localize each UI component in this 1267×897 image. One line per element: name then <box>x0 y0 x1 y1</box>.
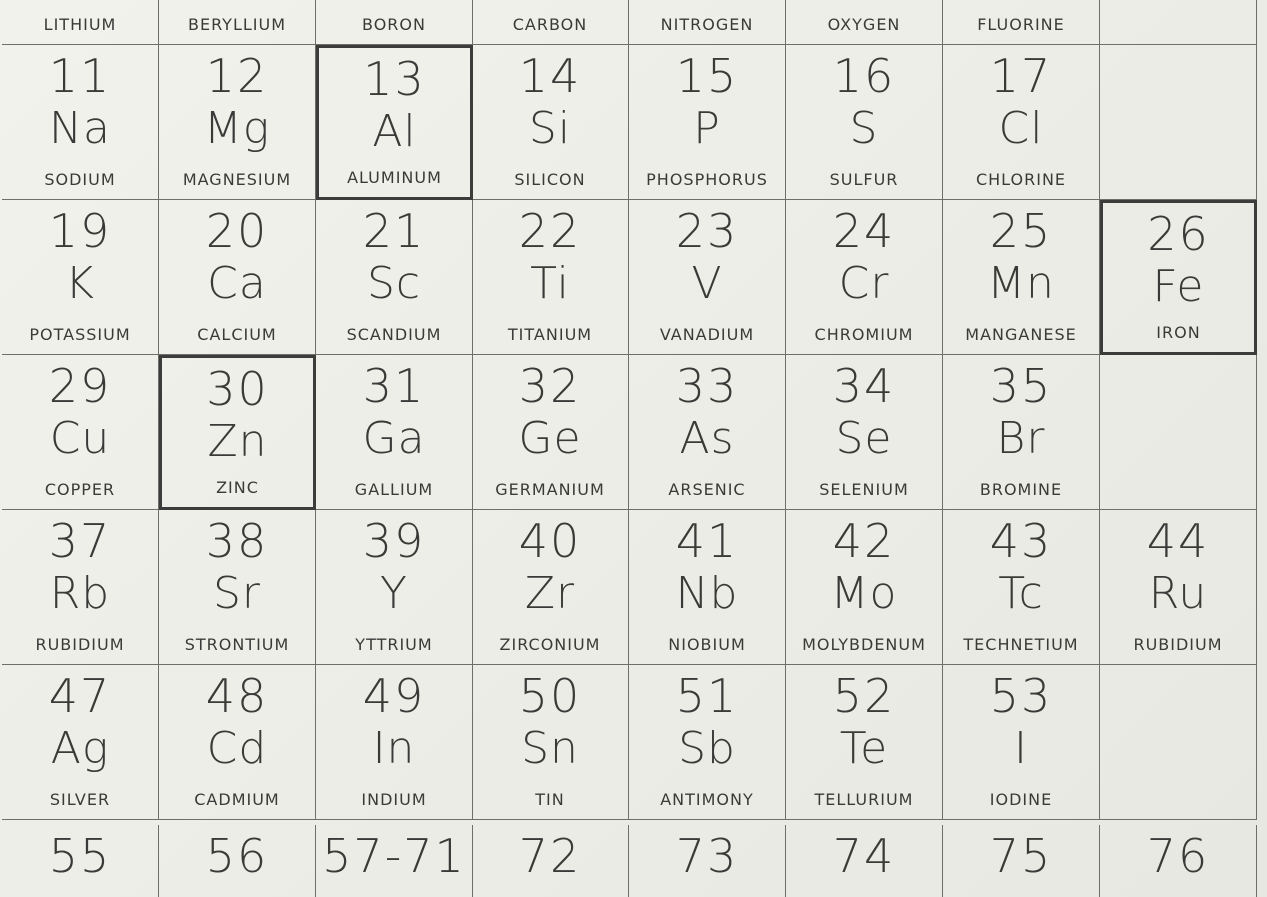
element-symbol: Zr <box>524 568 576 619</box>
element-symbol: Y <box>380 568 408 619</box>
element-symbol: Ag <box>50 723 110 774</box>
element-name: MANGANESE <box>965 325 1077 344</box>
element-name: OXYGEN <box>827 15 901 34</box>
element-cell <box>943 45 1100 200</box>
atomic-number: 25 <box>989 204 1053 258</box>
atomic-number: 35 <box>989 359 1053 413</box>
element-symbol: K <box>65 258 95 309</box>
element-symbol: Mg <box>203 103 271 154</box>
element-symbol: Se <box>835 413 893 464</box>
element-name: INDIUM <box>361 790 427 809</box>
atomic-number: 73 <box>675 829 739 883</box>
element-name: LITHIUM <box>43 15 117 34</box>
element-name: TIN <box>535 790 565 809</box>
element-name: MOLYBDENUM <box>802 635 926 654</box>
atomic-number: 19 <box>48 204 112 258</box>
element-symbol: Ti <box>530 258 570 309</box>
element-name: MAGNESIUM <box>182 170 292 189</box>
element-cell <box>786 510 943 665</box>
element-cell <box>786 665 943 820</box>
element-cell <box>2 45 159 200</box>
atomic-number: 41 <box>675 514 739 568</box>
element-name: SILICON <box>514 170 586 189</box>
element-name: ANTIMONY <box>660 790 754 809</box>
element-name: COPPER <box>44 480 116 499</box>
element-cell <box>472 510 629 665</box>
element-symbol: P <box>693 103 721 154</box>
element-name: CHROMIUM <box>814 325 914 344</box>
element-symbol: Cd <box>206 723 268 774</box>
atomic-number: 22 <box>518 204 582 258</box>
element-symbol: Mo <box>830 568 898 619</box>
atomic-number: 52 <box>832 669 896 723</box>
atomic-number: 39 <box>362 514 426 568</box>
element-cell <box>1100 45 1257 200</box>
element-symbol: Rb <box>49 568 111 619</box>
element-cell <box>943 0 1100 45</box>
element-name: ALUMINUM <box>347 168 442 187</box>
element-name: CADMIUM <box>194 790 280 809</box>
element-cell <box>159 45 316 200</box>
element-cell <box>316 200 473 355</box>
element-cell <box>472 0 629 45</box>
element-name: IRON <box>1156 323 1201 342</box>
element-name: SODIUM <box>44 170 116 189</box>
atomic-number: 50 <box>518 669 582 723</box>
highlighted-element-cell <box>316 45 473 200</box>
element-symbol: Cl <box>998 103 1044 154</box>
element-name: PHOSPHORUS <box>646 170 768 189</box>
element-cell <box>629 665 786 820</box>
atomic-number: 44 <box>1146 514 1210 568</box>
element-symbol: Cr <box>838 258 890 309</box>
atomic-number: 72 <box>518 829 582 883</box>
element-symbol: Zn <box>207 416 268 467</box>
element-cell <box>629 0 786 45</box>
element-cell <box>786 0 943 45</box>
element-cell <box>629 200 786 355</box>
element-cell <box>472 355 629 510</box>
element-symbol: Ga <box>362 413 426 464</box>
atomic-number: 30 <box>206 362 269 416</box>
element-cell <box>943 200 1100 355</box>
element-name: TELLURIUM <box>814 790 914 809</box>
element-cell <box>629 510 786 665</box>
atomic-number: 16 <box>832 49 896 103</box>
atomic-number: 20 <box>205 204 269 258</box>
element-cell <box>472 825 629 897</box>
element-name: SULFUR <box>829 170 899 189</box>
element-symbol: Ca <box>207 258 267 309</box>
element-symbol: Fe <box>1152 261 1205 312</box>
element-name: GALLIUM <box>354 480 434 499</box>
atomic-number: 34 <box>832 359 896 413</box>
atomic-number: 48 <box>205 669 269 723</box>
element-symbol: S <box>849 103 879 154</box>
element-name: GERMANIUM <box>495 480 605 499</box>
atomic-number: 38 <box>205 514 269 568</box>
atomic-number: 49 <box>362 669 426 723</box>
element-name: CHLORINE <box>975 170 1067 189</box>
element-symbol: I <box>1014 723 1028 774</box>
element-cell <box>786 825 943 897</box>
element-cell <box>2 510 159 665</box>
element-symbol: Te <box>839 723 889 774</box>
element-name: VANADIUM <box>659 325 755 344</box>
atomic-number: 21 <box>362 204 426 258</box>
element-name: CALCIUM <box>197 325 277 344</box>
atomic-number: 47 <box>48 669 112 723</box>
element-symbol: Si <box>528 103 572 154</box>
element-symbol: Sr <box>212 568 262 619</box>
element-cell <box>1100 0 1257 45</box>
element-symbol: Tc <box>998 568 1044 619</box>
element-name: YTTRIUM <box>355 635 433 654</box>
atomic-number: 53 <box>989 669 1053 723</box>
element-name: SELENIUM <box>819 480 909 499</box>
element-cell <box>472 200 629 355</box>
element-name: STRONTIUM <box>184 635 290 654</box>
element-name: TECHNETIUM <box>963 635 1079 654</box>
element-name: ZIRCONIUM <box>499 635 601 654</box>
element-cell <box>316 510 473 665</box>
element-name: NITROGEN <box>660 15 754 34</box>
element-cell <box>316 355 473 510</box>
element-name: BROMINE <box>979 480 1063 499</box>
atomic-number: 15 <box>675 49 739 103</box>
atomic-number: 26 <box>1147 207 1210 261</box>
element-symbol: As <box>679 413 735 464</box>
atomic-number: 55 <box>48 829 112 883</box>
atomic-number: 17 <box>989 49 1053 103</box>
element-cell <box>2 665 159 820</box>
element-symbol: Nb <box>675 568 739 619</box>
element-name: SILVER <box>49 790 111 809</box>
element-name: IODINE <box>989 790 1053 809</box>
element-cell <box>629 355 786 510</box>
element-cell <box>2 825 159 897</box>
element-cell <box>786 200 943 355</box>
element-name: RUBIDIUM <box>35 635 125 654</box>
element-symbol: Sb <box>678 723 736 774</box>
element-cell <box>159 200 316 355</box>
element-symbol: Mn <box>987 258 1055 309</box>
element-cell <box>1100 355 1257 510</box>
element-name: TITANIUM <box>507 325 593 344</box>
atomic-number: 43 <box>989 514 1053 568</box>
element-cell <box>2 355 159 510</box>
element-symbol: Sn <box>521 723 579 774</box>
element-cell <box>316 665 473 820</box>
atomic-number: 40 <box>518 514 582 568</box>
element-cell <box>786 355 943 510</box>
element-cell <box>1100 825 1257 897</box>
element-symbol: Al <box>372 106 417 157</box>
atomic-number: 74 <box>832 829 896 883</box>
element-symbol: In <box>372 723 416 774</box>
element-symbol: Sc <box>366 258 422 309</box>
atomic-number: 75 <box>989 829 1053 883</box>
atomic-number: 33 <box>675 359 739 413</box>
atomic-number: 57-71 <box>322 829 466 883</box>
element-name: SCANDIUM <box>346 325 442 344</box>
element-name: ARSENIC <box>668 480 746 499</box>
element-cell <box>2 200 159 355</box>
element-name: POTASSIUM <box>29 325 131 344</box>
atomic-number: 14 <box>518 49 582 103</box>
element-name: BERYLLIUM <box>187 15 286 34</box>
element-cell <box>1100 665 1257 820</box>
atomic-number: 24 <box>832 204 896 258</box>
element-cell <box>159 665 316 820</box>
element-cell <box>316 0 473 45</box>
atomic-number: 37 <box>48 514 112 568</box>
element-cell <box>316 825 473 897</box>
element-symbol: Ru <box>1148 568 1208 619</box>
element-symbol: Na <box>49 103 111 154</box>
highlighted-element-cell <box>1100 200 1257 355</box>
atomic-number: 13 <box>363 52 426 106</box>
element-name: RUBIDIUM <box>1133 635 1223 654</box>
element-cell <box>472 665 629 820</box>
element-symbol: V <box>691 258 723 309</box>
atomic-number: 76 <box>1146 829 1210 883</box>
element-cell <box>943 665 1100 820</box>
element-cell <box>943 355 1100 510</box>
atomic-number: 12 <box>205 49 269 103</box>
element-name: ZINC <box>216 478 259 497</box>
element-cell <box>943 825 1100 897</box>
element-cell <box>786 45 943 200</box>
atomic-number: 23 <box>675 204 739 258</box>
element-symbol: Ge <box>518 413 582 464</box>
atomic-number: 31 <box>362 359 426 413</box>
element-name: FLUORINE <box>977 15 1065 34</box>
atomic-number: 42 <box>832 514 896 568</box>
element-cell <box>159 825 316 897</box>
element-cell <box>159 0 316 45</box>
element-cell <box>943 510 1100 665</box>
atomic-number: 11 <box>48 49 112 103</box>
element-name: CARBON <box>512 15 588 34</box>
atomic-number: 51 <box>675 669 739 723</box>
element-cell <box>629 45 786 200</box>
element-cell <box>472 45 629 200</box>
element-cell <box>2 0 159 45</box>
element-name: NIOBIUM <box>668 635 746 654</box>
element-cell <box>629 825 786 897</box>
element-cell <box>1100 510 1257 665</box>
element-name: BORON <box>362 15 426 34</box>
highlighted-element-cell <box>159 355 316 510</box>
atomic-number: 32 <box>518 359 582 413</box>
element-cell <box>159 510 316 665</box>
atomic-number: 29 <box>48 359 112 413</box>
element-symbol: Br <box>996 413 1046 464</box>
element-symbol: Cu <box>49 413 111 464</box>
atomic-number: 56 <box>205 829 269 883</box>
